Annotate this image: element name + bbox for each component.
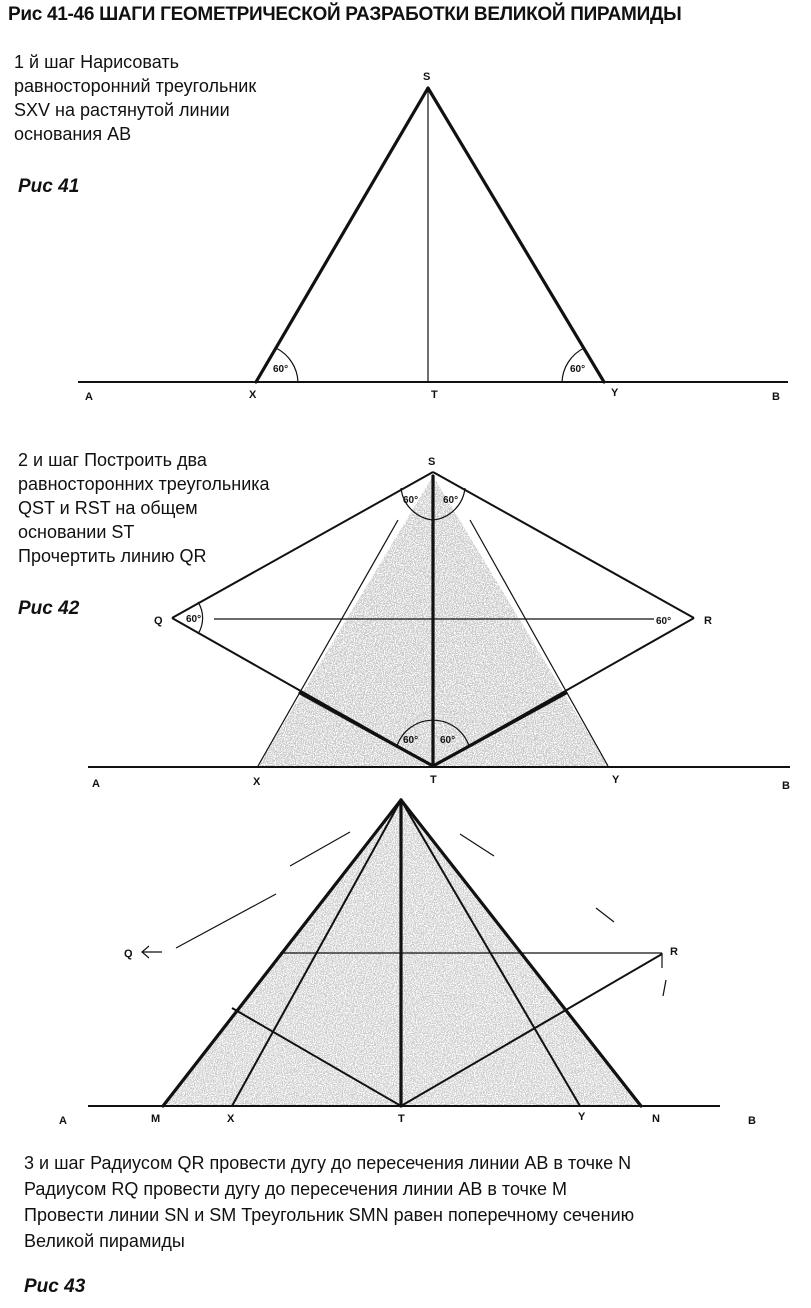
- side-sx: [256, 88, 428, 382]
- point-label-t: T: [398, 1113, 405, 1125]
- point-label-b: B: [772, 391, 780, 403]
- point-label-a: A: [85, 391, 93, 403]
- angle-label: 60°: [440, 735, 456, 746]
- point-label-t: T: [430, 774, 437, 786]
- point-label-q: Q: [124, 948, 133, 960]
- point-label-y: Y: [578, 1111, 586, 1123]
- step3-line: Провести линии SN и SM Треугольник SMN равен поперечному сечению: [24, 1205, 635, 1225]
- point-label-n: N: [652, 1113, 660, 1125]
- step1-line: основания AB: [14, 124, 132, 144]
- point-label-s: S: [428, 456, 436, 468]
- angle-label: 60°: [186, 614, 202, 625]
- figure-43-caption: Рис 43: [24, 1276, 86, 1297]
- step2-line: основании ST: [18, 522, 135, 542]
- point-label-y: Y: [612, 774, 620, 786]
- step3-line: Великой пирамиды: [24, 1231, 185, 1251]
- angle-label-right: 60°: [570, 364, 586, 375]
- angle-label: 60°: [443, 495, 459, 506]
- step1-line: равносторонний треугольник: [14, 76, 257, 96]
- angle-label-left: 60°: [273, 364, 289, 375]
- point-label-x: X: [253, 776, 261, 788]
- point-label-t: T: [431, 389, 438, 401]
- step1-line: SXV на растянутой линии: [14, 100, 230, 120]
- step2-line: Прочертить линию QR: [18, 546, 207, 566]
- point-label-b: B: [782, 780, 790, 792]
- figure-42: [88, 456, 790, 792]
- figure-41-caption: Рис 41: [18, 176, 80, 197]
- arc-dash: [176, 894, 276, 948]
- point-label-s: S: [423, 71, 431, 83]
- arc-dash: [596, 908, 614, 922]
- arc-dash: [460, 834, 494, 856]
- step2-line: 2 и шаг Построить два: [18, 450, 207, 470]
- point-label-x: X: [249, 389, 257, 401]
- tick-r2: [663, 980, 666, 996]
- step3-line: 3 и шаг Радиусом QR провести дугу до пересечения линии AB в точке N: [24, 1153, 632, 1173]
- page-title: Рис 41-46 ШАГИ ГЕОМЕТРИЧЕСКОЙ РАЗРАБОТКИ ВЕЛИКОЙ ПИРАМИДЫ: [8, 4, 682, 25]
- point-label-m: M: [151, 1113, 161, 1125]
- point-label-a: A: [59, 1115, 67, 1127]
- angle-label: 60°: [403, 495, 419, 506]
- point-label-r: R: [670, 946, 678, 958]
- angle-label: 60°: [656, 616, 672, 627]
- arc-dash: [290, 832, 350, 866]
- figure-43: [59, 800, 756, 1127]
- side-sy: [428, 88, 604, 382]
- point-label-x: X: [227, 1113, 235, 1125]
- step1-line: 1 й шаг Нарисовать: [14, 52, 179, 72]
- point-label-r: R: [704, 615, 712, 627]
- step2-line: равносторонних треугольника: [18, 474, 270, 494]
- point-label-a: A: [92, 778, 100, 790]
- angle-label: 60°: [403, 735, 419, 746]
- step2-line: QST и RST на общем: [18, 498, 198, 518]
- point-label-q: Q: [154, 615, 163, 627]
- step3-line: Радиусом RQ провести дугу до пересечения линии AB в точке M: [24, 1179, 568, 1199]
- point-label-b: B: [748, 1115, 756, 1127]
- figure-41: [78, 71, 788, 403]
- figure-42-caption: Рис 42: [18, 598, 80, 619]
- point-label-y: Y: [611, 387, 619, 399]
